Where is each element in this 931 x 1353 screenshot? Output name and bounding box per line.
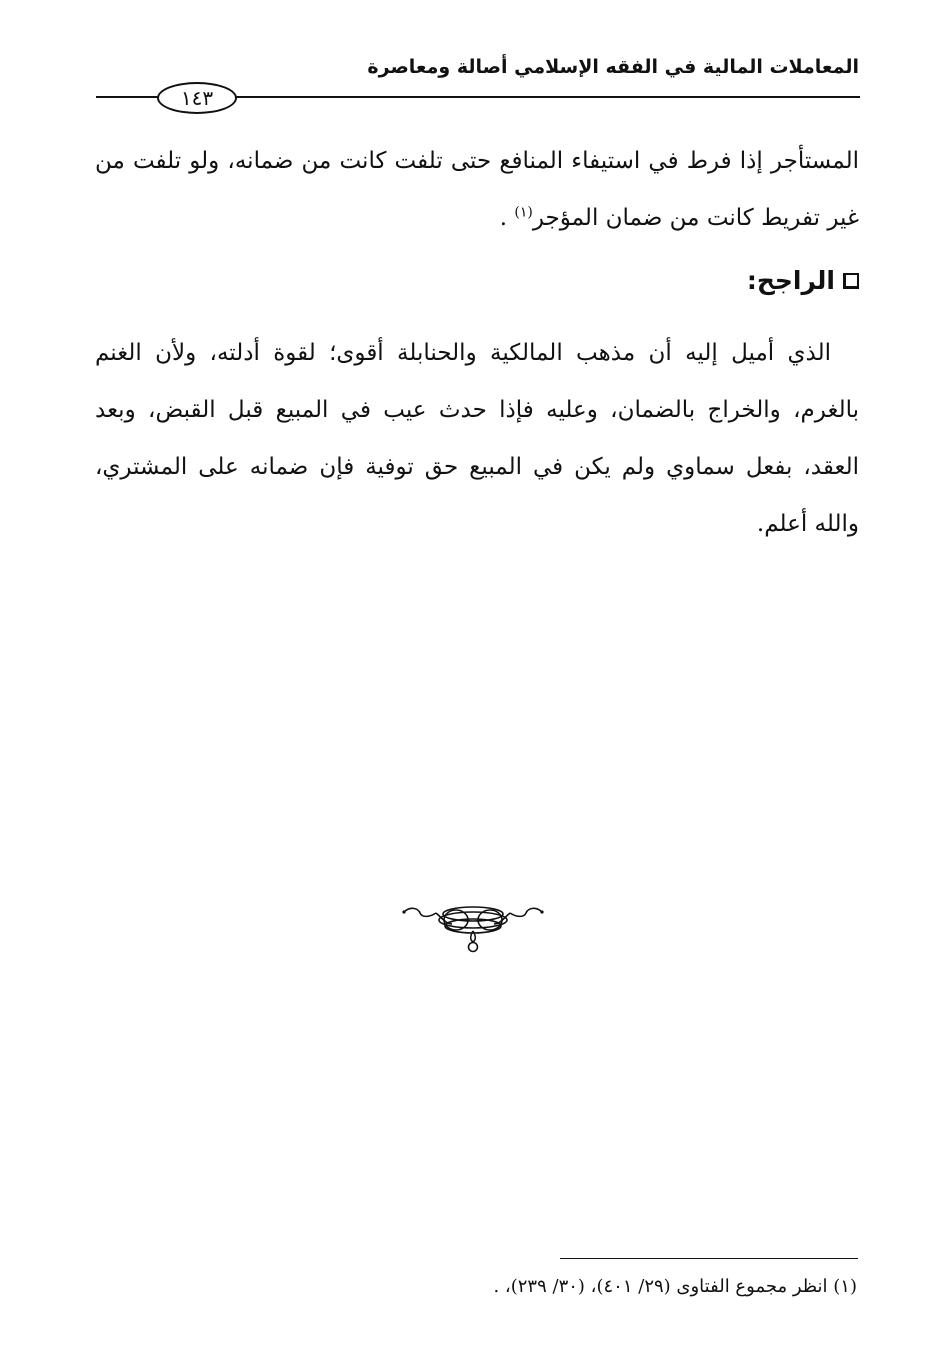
footnote-1: (١) انظر مجموع الفتاوى (٢٩/ ٤٠١)، (٣٠/ ٢٣٩)، . [493,1276,857,1297]
running-title: المعاملات المالية في الفقه الإسلامي أصالة ومعاصرة [367,56,859,78]
paragraph-2: الذي أميل إليه أن مذهب المالكية والحنابلة أقوى؛ لقوة أدلته، ولأن الغنم بالغرم، والخراج بالضمان، وعليه فإذا حدث عيب في المبيع قبل القبض، وبعد العقد، بفعل سماوي ولم يكن في المبيع حق توفية فإن ضمانه على المشتري، والله أعلم. [95,340,859,537]
decorative-flourish-icon [400,898,546,954]
paragraph-1-end: . [499,205,515,231]
footnote-reference[interactable]: (١) [514,204,533,221]
paragraph-1 [95,133,859,247]
checkbox-icon [843,273,859,289]
paragraph-1-text: المستأجر إذا فرط في استيفاء المنافع حتى تلفت كانت من ضمانه، ولو تلفت من غير تفريط كانت من ضمان المؤجر [95,148,859,231]
footnote-rule [560,1258,858,1259]
page-number: ١٤٣ [157,82,237,114]
section-heading-text: الراجح: [746,266,835,295]
section-heading [747,266,859,295]
